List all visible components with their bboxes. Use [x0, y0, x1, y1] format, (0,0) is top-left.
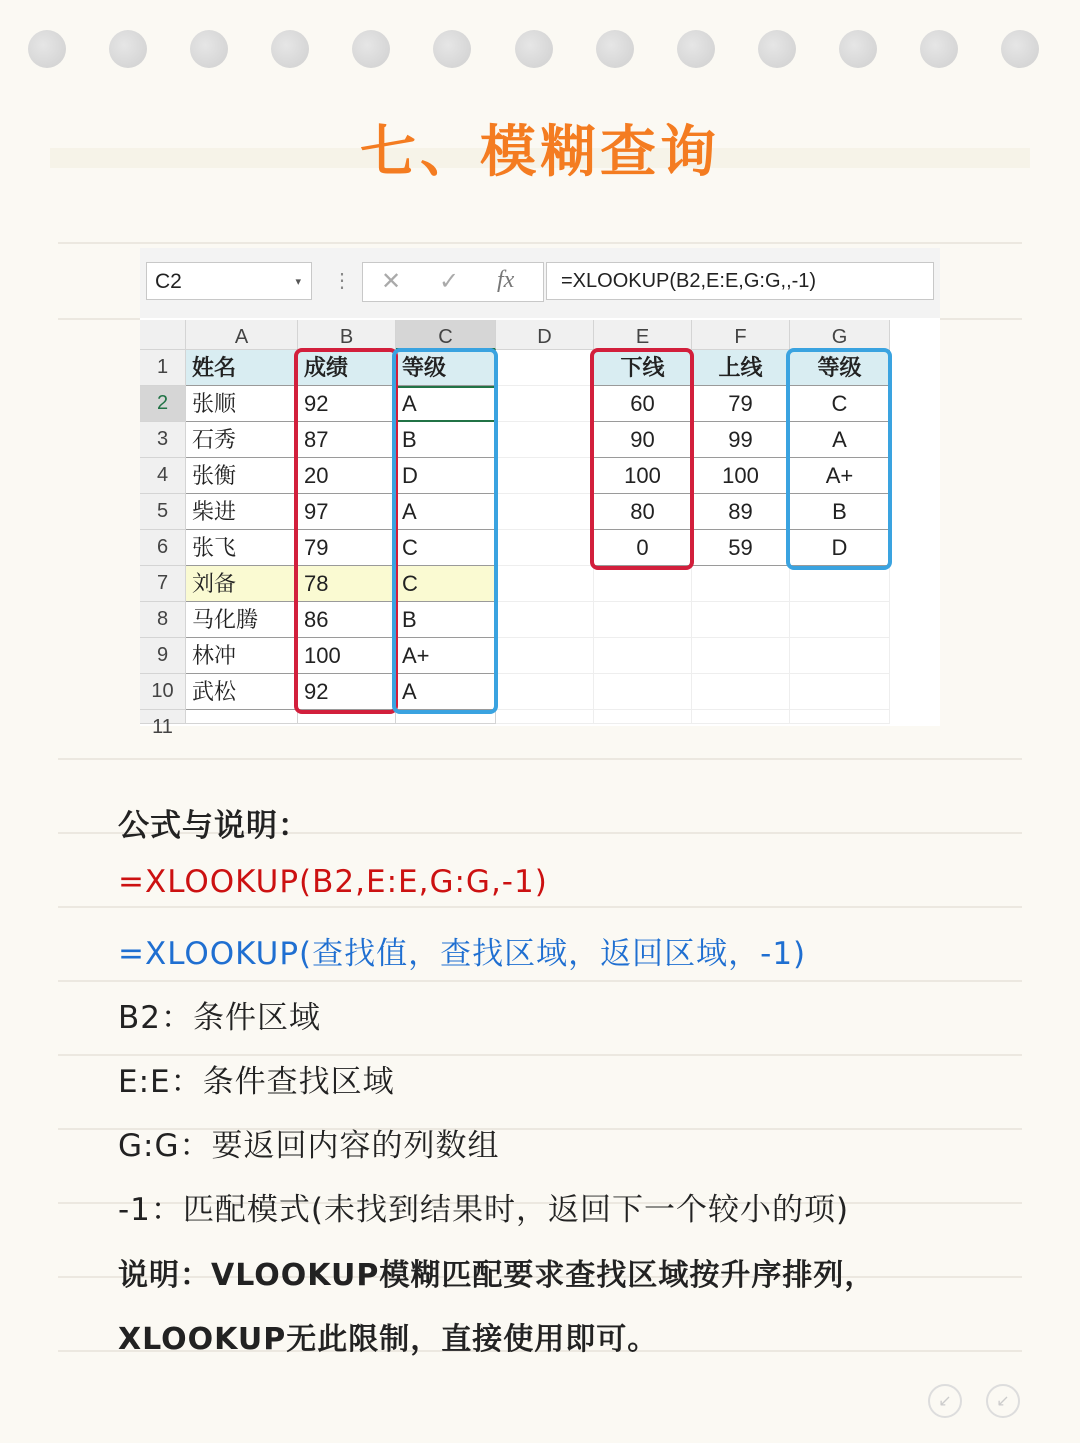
binder-hole — [515, 30, 553, 68]
column-header[interactable]: A — [186, 320, 298, 350]
binder-hole — [109, 30, 147, 68]
table-cell[interactable]: 60 — [594, 386, 692, 422]
table-cell[interactable]: B — [790, 494, 890, 530]
ruled-line — [58, 906, 1022, 908]
table-cell[interactable] — [594, 638, 692, 674]
row-header[interactable]: 9 — [140, 638, 186, 674]
row-header[interactable]: 4 — [140, 458, 186, 494]
table-cell[interactable] — [692, 638, 790, 674]
table-cell[interactable] — [790, 566, 890, 602]
column-header[interactable]: E — [594, 320, 692, 350]
table-cell[interactable]: 97 — [298, 494, 396, 530]
header-cell[interactable]: 等级 — [396, 350, 496, 386]
table-cell[interactable] — [496, 710, 594, 724]
table-cell[interactable]: 92 — [298, 386, 396, 422]
binder-holes — [28, 30, 1058, 70]
table-cell[interactable]: 99 — [692, 422, 790, 458]
header-cell[interactable]: 姓名 — [186, 350, 298, 386]
table-cell[interactable]: 林冲 — [186, 638, 298, 674]
row-header[interactable]: 10 — [140, 674, 186, 710]
ruled-line — [58, 980, 1022, 982]
table-cell[interactable]: D — [396, 458, 496, 494]
table-cell[interactable]: 张飞 — [186, 530, 298, 566]
table-cell[interactable] — [496, 422, 594, 458]
table-cell[interactable] — [594, 602, 692, 638]
table-cell[interactable] — [790, 674, 890, 710]
table-cell[interactable]: 89 — [692, 494, 790, 530]
formula-actual: =XLOOKUP(B2,E:E,G:G,-1) — [118, 864, 548, 900]
row-header[interactable]: 3 — [140, 422, 186, 458]
table-cell[interactable]: 石秀 — [186, 422, 298, 458]
table-cell[interactable]: 马化腾 — [186, 602, 298, 638]
lower-bound-column-highlight — [590, 348, 694, 570]
arrow-icon: ↙ — [986, 1384, 1020, 1418]
table-cell[interactable] — [496, 386, 594, 422]
row-header[interactable]: 2 — [140, 386, 186, 422]
score-column-highlight — [294, 348, 398, 714]
binder-hole — [596, 30, 634, 68]
binder-hole — [271, 30, 309, 68]
header-cell[interactable]: 成绩 — [298, 350, 396, 386]
table-cell[interactable]: C — [396, 566, 496, 602]
table-cell[interactable]: B — [396, 602, 496, 638]
table-cell[interactable]: D — [790, 530, 890, 566]
row-header[interactable]: 7 — [140, 566, 186, 602]
chevron-down-icon[interactable]: ▾ — [295, 276, 301, 288]
column-header[interactable]: G — [790, 320, 890, 350]
grade-column-highlight — [392, 348, 498, 714]
table-cell[interactable]: A — [396, 386, 496, 422]
table-cell[interactable] — [496, 674, 594, 710]
binder-hole — [677, 30, 715, 68]
formula-bar — [140, 248, 940, 318]
table-cell[interactable] — [496, 602, 594, 638]
table-cell[interactable]: 86 — [298, 602, 396, 638]
header-cell[interactable]: 下线 — [594, 350, 692, 386]
table-cell[interactable]: 柴进 — [186, 494, 298, 530]
column-header[interactable]: C — [396, 320, 496, 350]
cancel-icon[interactable]: ✕ — [381, 268, 402, 295]
page-title: 七、模糊查询 — [360, 120, 720, 185]
table-cell[interactable]: 79 — [692, 386, 790, 422]
table-cell[interactable] — [692, 674, 790, 710]
formula-input[interactable]: =XLOOKUP(B2,E:E,G:G,,-1) — [546, 262, 934, 300]
binder-hole — [758, 30, 796, 68]
binder-hole — [1001, 30, 1039, 68]
table-cell[interactable]: 20 — [298, 458, 396, 494]
table-cell[interactable]: 80 — [594, 494, 692, 530]
formula-generic: =XLOOKUP(查找值，查找区域，返回区域，-1) — [118, 936, 807, 972]
ruled-line — [58, 758, 1022, 760]
table-cell[interactable]: 79 — [298, 530, 396, 566]
table-cell[interactable]: 90 — [594, 422, 692, 458]
header-cell[interactable]: 等级 — [790, 350, 890, 386]
table-cell[interactable] — [496, 566, 594, 602]
table-cell[interactable] — [496, 458, 594, 494]
binder-hole — [920, 30, 958, 68]
table-cell[interactable]: 59 — [692, 530, 790, 566]
table-cell[interactable]: 刘备 — [186, 566, 298, 602]
table-cell[interactable]: A — [396, 674, 496, 710]
table-cell[interactable]: 100 — [594, 458, 692, 494]
formula-buttons — [362, 262, 544, 302]
column-header[interactable]: B — [298, 320, 396, 350]
table-cell[interactable]: 张衡 — [186, 458, 298, 494]
table-cell[interactable]: B — [396, 422, 496, 458]
table-cell[interactable] — [594, 566, 692, 602]
table-cell[interactable] — [496, 494, 594, 530]
table-cell[interactable]: 100 — [692, 458, 790, 494]
table-cell[interactable]: 0 — [594, 530, 692, 566]
table-cell[interactable]: 92 — [298, 674, 396, 710]
table-cell[interactable] — [790, 710, 890, 724]
table-cell[interactable]: 武松 — [186, 674, 298, 710]
table-cell[interactable] — [594, 710, 692, 724]
binder-hole — [433, 30, 471, 68]
note-line-explain-2: XLOOKUP无此限制，直接使用即可。 — [118, 1322, 659, 1357]
binder-hole — [28, 30, 66, 68]
row-header[interactable]: 11 — [140, 710, 186, 724]
binder-hole — [352, 30, 390, 68]
table-cell[interactable]: 张顺 — [186, 386, 298, 422]
table-cell[interactable] — [692, 602, 790, 638]
note-line-b2: B2：条件区域 — [118, 1000, 321, 1036]
name-box[interactable] — [146, 262, 312, 300]
spreadsheet-screenshot — [140, 248, 940, 738]
column-header[interactable]: F — [692, 320, 790, 350]
table-cell[interactable] — [594, 674, 692, 710]
table-cell[interactable]: A — [396, 494, 496, 530]
table-cell[interactable] — [496, 638, 594, 674]
table-cell[interactable] — [692, 566, 790, 602]
more-icon: ⋮ — [332, 270, 352, 292]
table-cell[interactable]: 87 — [298, 422, 396, 458]
row-header[interactable]: 5 — [140, 494, 186, 530]
confirm-icon[interactable]: ✓ — [439, 268, 460, 295]
table-cell[interactable] — [790, 602, 890, 638]
table-cell[interactable]: 100 — [298, 638, 396, 674]
header-cell[interactable]: 上线 — [692, 350, 790, 386]
table-cell[interactable]: C — [790, 386, 890, 422]
table-cell[interactable]: 78 — [298, 566, 396, 602]
table-cell[interactable] — [692, 710, 790, 724]
notes-heading: 公式与说明： — [118, 808, 310, 844]
note-line-mode: -1：匹配模式(未找到结果时，返回下一个较小的项) — [118, 1192, 850, 1228]
note-line-explain: 说明：VLOOKUP模糊匹配要求查找区域按升序排列， — [118, 1258, 876, 1293]
table-cell[interactable]: A — [790, 422, 890, 458]
lookup-grade-column-highlight — [786, 348, 892, 570]
row-header[interactable]: 6 — [140, 530, 186, 566]
note-line-gg: G:G：要返回内容的列数组 — [118, 1128, 500, 1164]
fx-icon[interactable]: fx — [497, 267, 515, 293]
table-cell[interactable] — [186, 710, 298, 724]
select-all-corner[interactable] — [140, 320, 186, 350]
table-cell[interactable]: A+ — [396, 638, 496, 674]
row-header[interactable]: 1 — [140, 350, 186, 386]
note-line-ee: E:E：条件查找区域 — [118, 1064, 395, 1100]
table-cell[interactable] — [790, 638, 890, 674]
row-header[interactable]: 8 — [140, 602, 186, 638]
binder-hole — [839, 30, 877, 68]
header-cell[interactable] — [496, 350, 594, 386]
ruled-line — [58, 242, 1022, 244]
table-cell[interactable]: C — [396, 530, 496, 566]
table-cell[interactable]: A+ — [790, 458, 890, 494]
arrow-icon: ↙ — [928, 1384, 962, 1418]
column-header[interactable]: D — [496, 320, 594, 350]
binder-hole — [190, 30, 228, 68]
name-box-value: C2 — [155, 270, 182, 293]
table-cell[interactable] — [496, 530, 594, 566]
